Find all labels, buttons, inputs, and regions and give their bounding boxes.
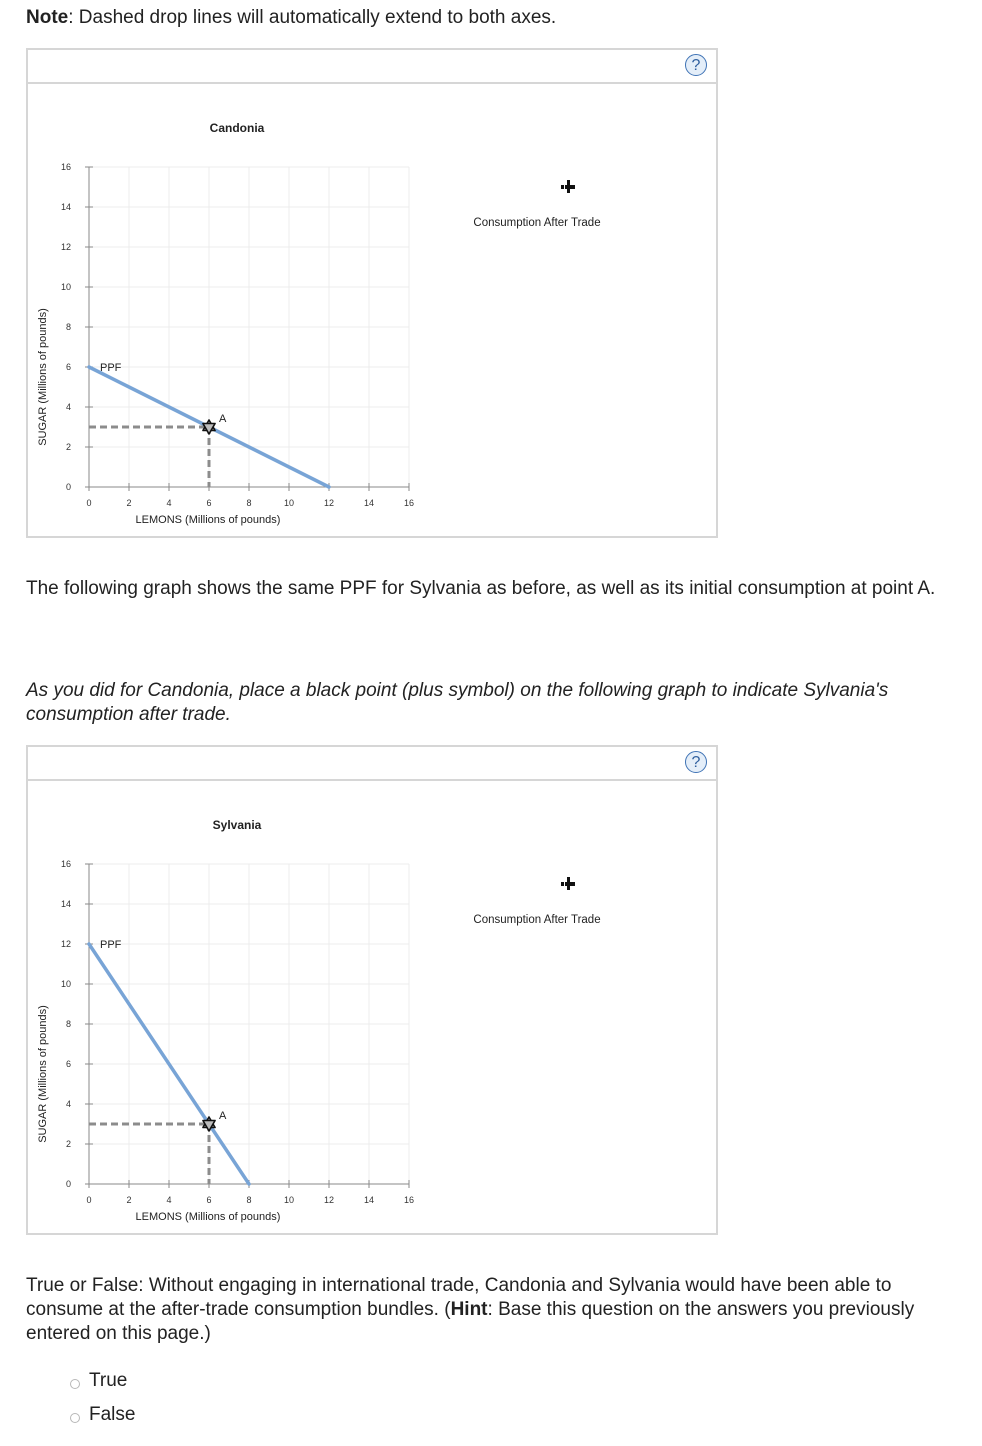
candonia-chart[interactable] xyxy=(28,50,720,540)
x-tick-label: 16 xyxy=(403,498,415,508)
y-tick-label: 12 xyxy=(60,939,71,949)
y-axis-label: SUGAR (Millions of pounds) xyxy=(37,1005,49,1143)
x-tick-label: 10 xyxy=(283,498,295,508)
consumption-after-trade-tool[interactable] xyxy=(473,180,600,229)
question-text-2: : Base this question on the answers you previously entered on this page.) xyxy=(26,1299,915,1344)
y-tick-label: 0 xyxy=(65,1179,71,1189)
y-tick-label: 4 xyxy=(65,1099,71,1109)
x-axis-label: LEMONS (Millions of pounds) xyxy=(135,514,281,526)
y-axis-label: SUGAR (Millions of pounds) xyxy=(37,308,49,446)
help-icon[interactable]: ? xyxy=(685,751,707,773)
legend-label: Consumption After Trade xyxy=(473,217,601,229)
candonia-graph-panel xyxy=(26,48,718,538)
note-text xyxy=(26,6,556,30)
option-false-label: False xyxy=(89,1404,136,1425)
x-tick-label: 8 xyxy=(246,498,252,508)
sylvania-chart[interactable] xyxy=(28,747,720,1237)
y-tick-label: 8 xyxy=(65,1019,71,1029)
x-tick-label: 2 xyxy=(126,1195,132,1205)
option-true-label: True xyxy=(89,1370,128,1391)
legend-label: Consumption After Trade xyxy=(473,914,601,926)
radio-button-icon[interactable] xyxy=(70,1379,80,1389)
option-false[interactable] xyxy=(70,1403,135,1427)
x-tick-label: 14 xyxy=(363,498,375,508)
true-false-question xyxy=(26,1274,956,1346)
point-a-label: A xyxy=(219,1110,227,1122)
note-body: : Dashed drop lines will automatically extend to both axes. xyxy=(68,7,557,28)
y-tick-label: 6 xyxy=(65,362,71,372)
y-tick-label: 16 xyxy=(60,162,71,172)
x-tick-label: 2 xyxy=(126,498,132,508)
y-tick-label: 14 xyxy=(60,202,71,212)
sylvania-graph-panel xyxy=(26,745,718,1235)
sylvania-intro-paragraph: The following graph shows the same PPF for Sylvania as before, as well as its initial consumption at point A. xyxy=(26,578,936,599)
y-tick-label: 4 xyxy=(65,402,71,412)
y-tick-label: 14 xyxy=(60,899,71,909)
ppf-label: PPF xyxy=(100,362,122,374)
x-tick-label: 6 xyxy=(206,498,212,508)
x-tick-label: 4 xyxy=(166,1195,172,1205)
x-tick-label: 10 xyxy=(283,1195,295,1205)
y-tick-label: 12 xyxy=(60,242,71,252)
plus-icon xyxy=(567,180,570,193)
y-tick-label: 6 xyxy=(65,1059,71,1069)
y-tick-label: 8 xyxy=(65,322,71,332)
x-tick-label: 16 xyxy=(403,1195,415,1205)
x-tick-label: 6 xyxy=(206,1195,212,1205)
note-bold: Note xyxy=(26,7,69,28)
radio-button-icon[interactable] xyxy=(70,1413,80,1423)
x-tick-label: 12 xyxy=(323,1195,335,1205)
chart-title: Sylvania xyxy=(212,818,262,832)
x-tick-label: 12 xyxy=(323,498,335,508)
y-tick-label: 10 xyxy=(60,979,71,989)
x-tick-label: 8 xyxy=(246,1195,252,1205)
y-tick-label: 10 xyxy=(60,282,71,292)
option-true[interactable] xyxy=(70,1369,127,1393)
plus-icon xyxy=(561,185,564,189)
hint-label: Hint xyxy=(450,1299,488,1320)
y-tick-label: 2 xyxy=(65,1139,71,1149)
x-tick-label: 4 xyxy=(166,498,172,508)
plus-icon xyxy=(561,882,564,886)
ppf-label: PPF xyxy=(100,939,122,951)
x-axis-label: LEMONS (Millions of pounds) xyxy=(135,1211,281,1223)
x-tick-label: 0 xyxy=(86,498,92,508)
plus-icon xyxy=(567,877,570,890)
point-a-label: A xyxy=(219,413,227,425)
help-icon[interactable]: ? xyxy=(685,54,707,76)
x-tick-label: 14 xyxy=(363,1195,375,1205)
y-tick-label: 0 xyxy=(65,482,71,492)
question-text-1: True or False: Without engaging in international trade, Candonia and Sylvania would have been able to consume at the after-trade consumption bundles. ( xyxy=(26,1275,892,1320)
x-tick-label: 0 xyxy=(86,1195,92,1205)
y-tick-label: 2 xyxy=(65,442,71,452)
y-tick-label: 16 xyxy=(60,859,71,869)
plus-icon xyxy=(571,185,575,189)
chart-title: Candonia xyxy=(209,121,265,135)
plus-icon xyxy=(571,882,575,886)
sylvania-instruction-paragraph: As you did for Candonia, place a black point (plus symbol) on the following graph to indicate Sylvania's consumption after trade. xyxy=(26,680,889,725)
consumption-after-trade-tool[interactable] xyxy=(473,877,600,926)
